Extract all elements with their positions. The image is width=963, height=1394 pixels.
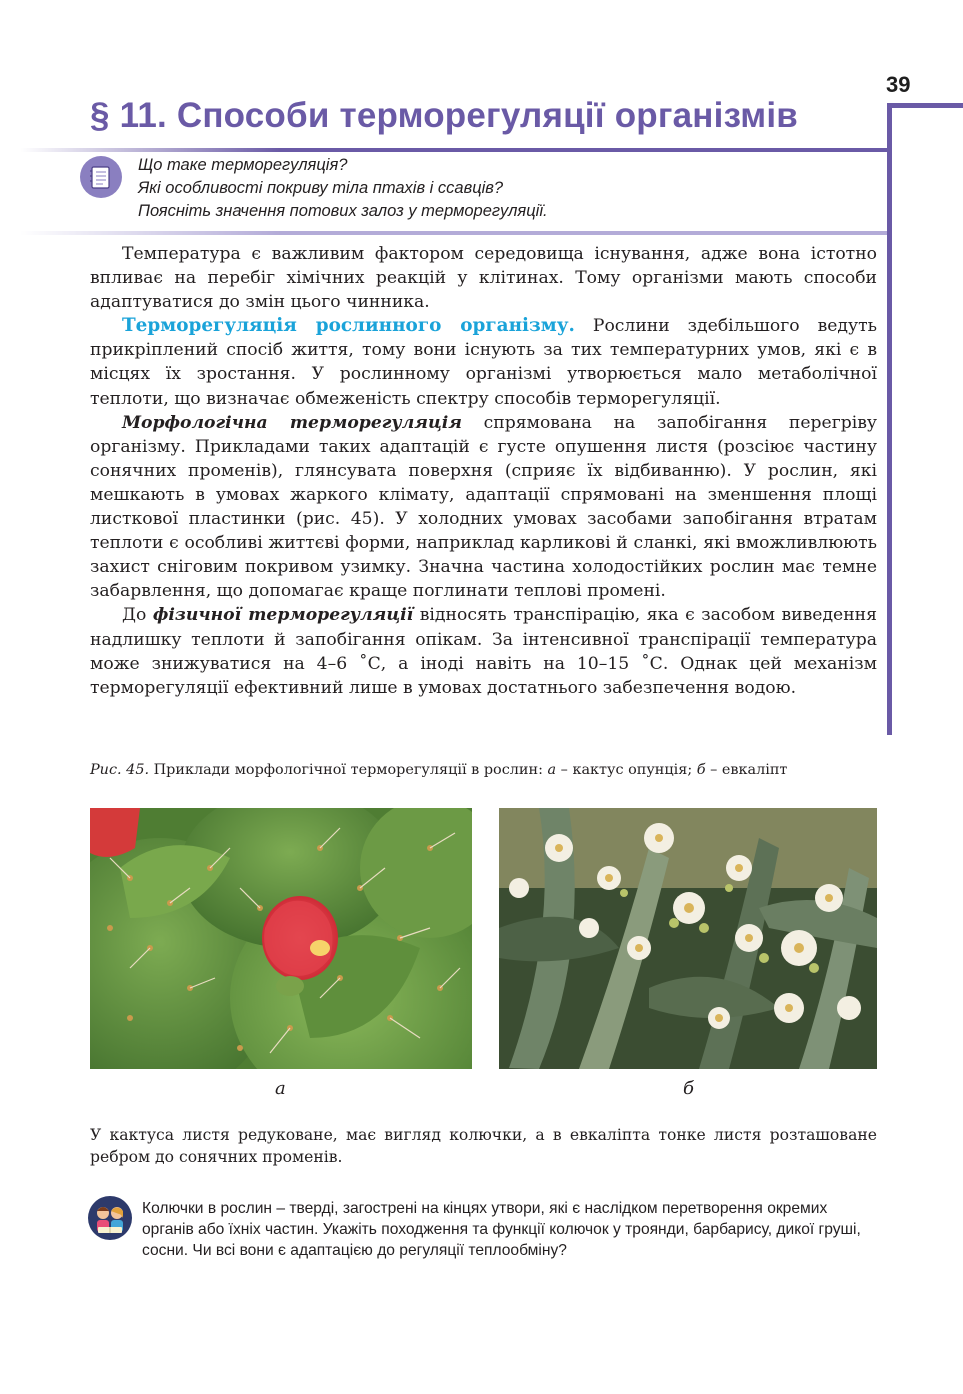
caption-letter-a: а xyxy=(547,762,557,778)
paragraph-morphological-text: спрямована на запобігання перегріву організму. Прикладами таких адаптацій є густе опушення листя (розсіює частину сонячних променів), глянсувата поверхня (сприяє їх відбиванню). У рослин, які мешкають в умовах жаркого клімату, адаптації спрямовані на зменшення площі листкової пластинки (рис. 45). У холодних умовах засобами запобігання втратам теплоти є особливі життєві форми, наприклад карликові й сланкі, які вможливлюють захист сніговим покривом узимку. Значна частина холодостійких рослин має темне забарвлення, що допомагає краще поглинати теплові промені. xyxy=(90,412,877,602)
figure-ref: Рис. 45. xyxy=(90,762,150,778)
figure-label-a: а xyxy=(275,1078,286,1099)
page-number: 39 xyxy=(886,72,911,97)
question-1: Що таке терморегуляція? xyxy=(138,156,348,174)
paragraph-physical-pre: До xyxy=(122,605,153,626)
paragraph-physical-text: відносять транспірацію, яка є засобом виведення надлишку теплоти й запобігання опікам. За інтенсивної транспірації температура може знижуватися на 4–6 ˚С, а іноді навіть на 10–15 ˚С. Однак цей механізм терморегуляції ефективний лише в умовах достатнього забезпечення водою. xyxy=(90,605,877,698)
question-3: Поясніть значення потових залоз у терморегуляції. xyxy=(138,202,548,220)
eucalyptus-photo xyxy=(499,808,877,1069)
caption-text: Приклади морфологічної терморегуляції в рослин: xyxy=(149,762,548,778)
title-underline xyxy=(20,148,887,152)
term-morphological: Морфологічна терморегуляція xyxy=(122,412,462,433)
paragraph-plant-thermoregulation xyxy=(90,314,877,410)
figure-label-b: б xyxy=(683,1078,694,1099)
intro-questions xyxy=(138,154,548,223)
students-icon xyxy=(88,1196,132,1240)
term-physical: фізичної терморегуляції xyxy=(152,605,414,626)
task-text: Колючки в рослин – тверді, загострені на кінцях утвори, які є наслідком перетворення окремих органів або їхніх частин. Укажіть походження та функції колючок у троянди, барбарису, дикої груші, сосни. Чи всі вони є адаптацією до регуляції теплообміну? xyxy=(142,1200,861,1259)
page-rule-vertical xyxy=(887,103,892,735)
figure-explanation: У кактуса листя редуковане, має вигляд колючки, а в евкаліпта тонке листя розташоване ребром до сонячних променів. xyxy=(90,1126,877,1166)
question-2: Які особливості покриву тіла птахів і ссавців? xyxy=(138,179,504,197)
caption-mid: – кактус опунція; xyxy=(556,762,697,778)
paragraph-plant-text: Рослини здебільшого ведуть прикріплений спосіб життя, тому вони існують за тих температурних умов, які є в місцях їх зростання. У рослинному організмі утворюється мало метаболічної теплоти, що визначає обмеженість спектру способів терморегуляції. xyxy=(90,316,877,409)
paragraph-intro: Температура є важливим фактором середовища існування, адже вона істотно впливає на перебіг хімічних реакцій у клітинах. Тому організми мають способи адаптуватися до змін цього чинника. xyxy=(90,244,877,313)
main-text xyxy=(90,242,877,700)
subheading-plant-thermoregulation: Терморегуляція рослинного організму. xyxy=(122,315,575,337)
caption-letter-b: б xyxy=(696,762,706,778)
section-title: § 11. Способи терморегуляції організмів xyxy=(90,96,799,135)
paragraph-morphological xyxy=(90,411,877,604)
questions-underline xyxy=(20,231,887,235)
cactus-photo xyxy=(90,808,472,1069)
notebook-icon xyxy=(80,156,122,198)
caption-end: – евкаліпт xyxy=(705,762,788,778)
page-rule-horizontal xyxy=(887,103,963,108)
paragraph-physical xyxy=(90,603,877,699)
figure-caption xyxy=(90,762,787,778)
